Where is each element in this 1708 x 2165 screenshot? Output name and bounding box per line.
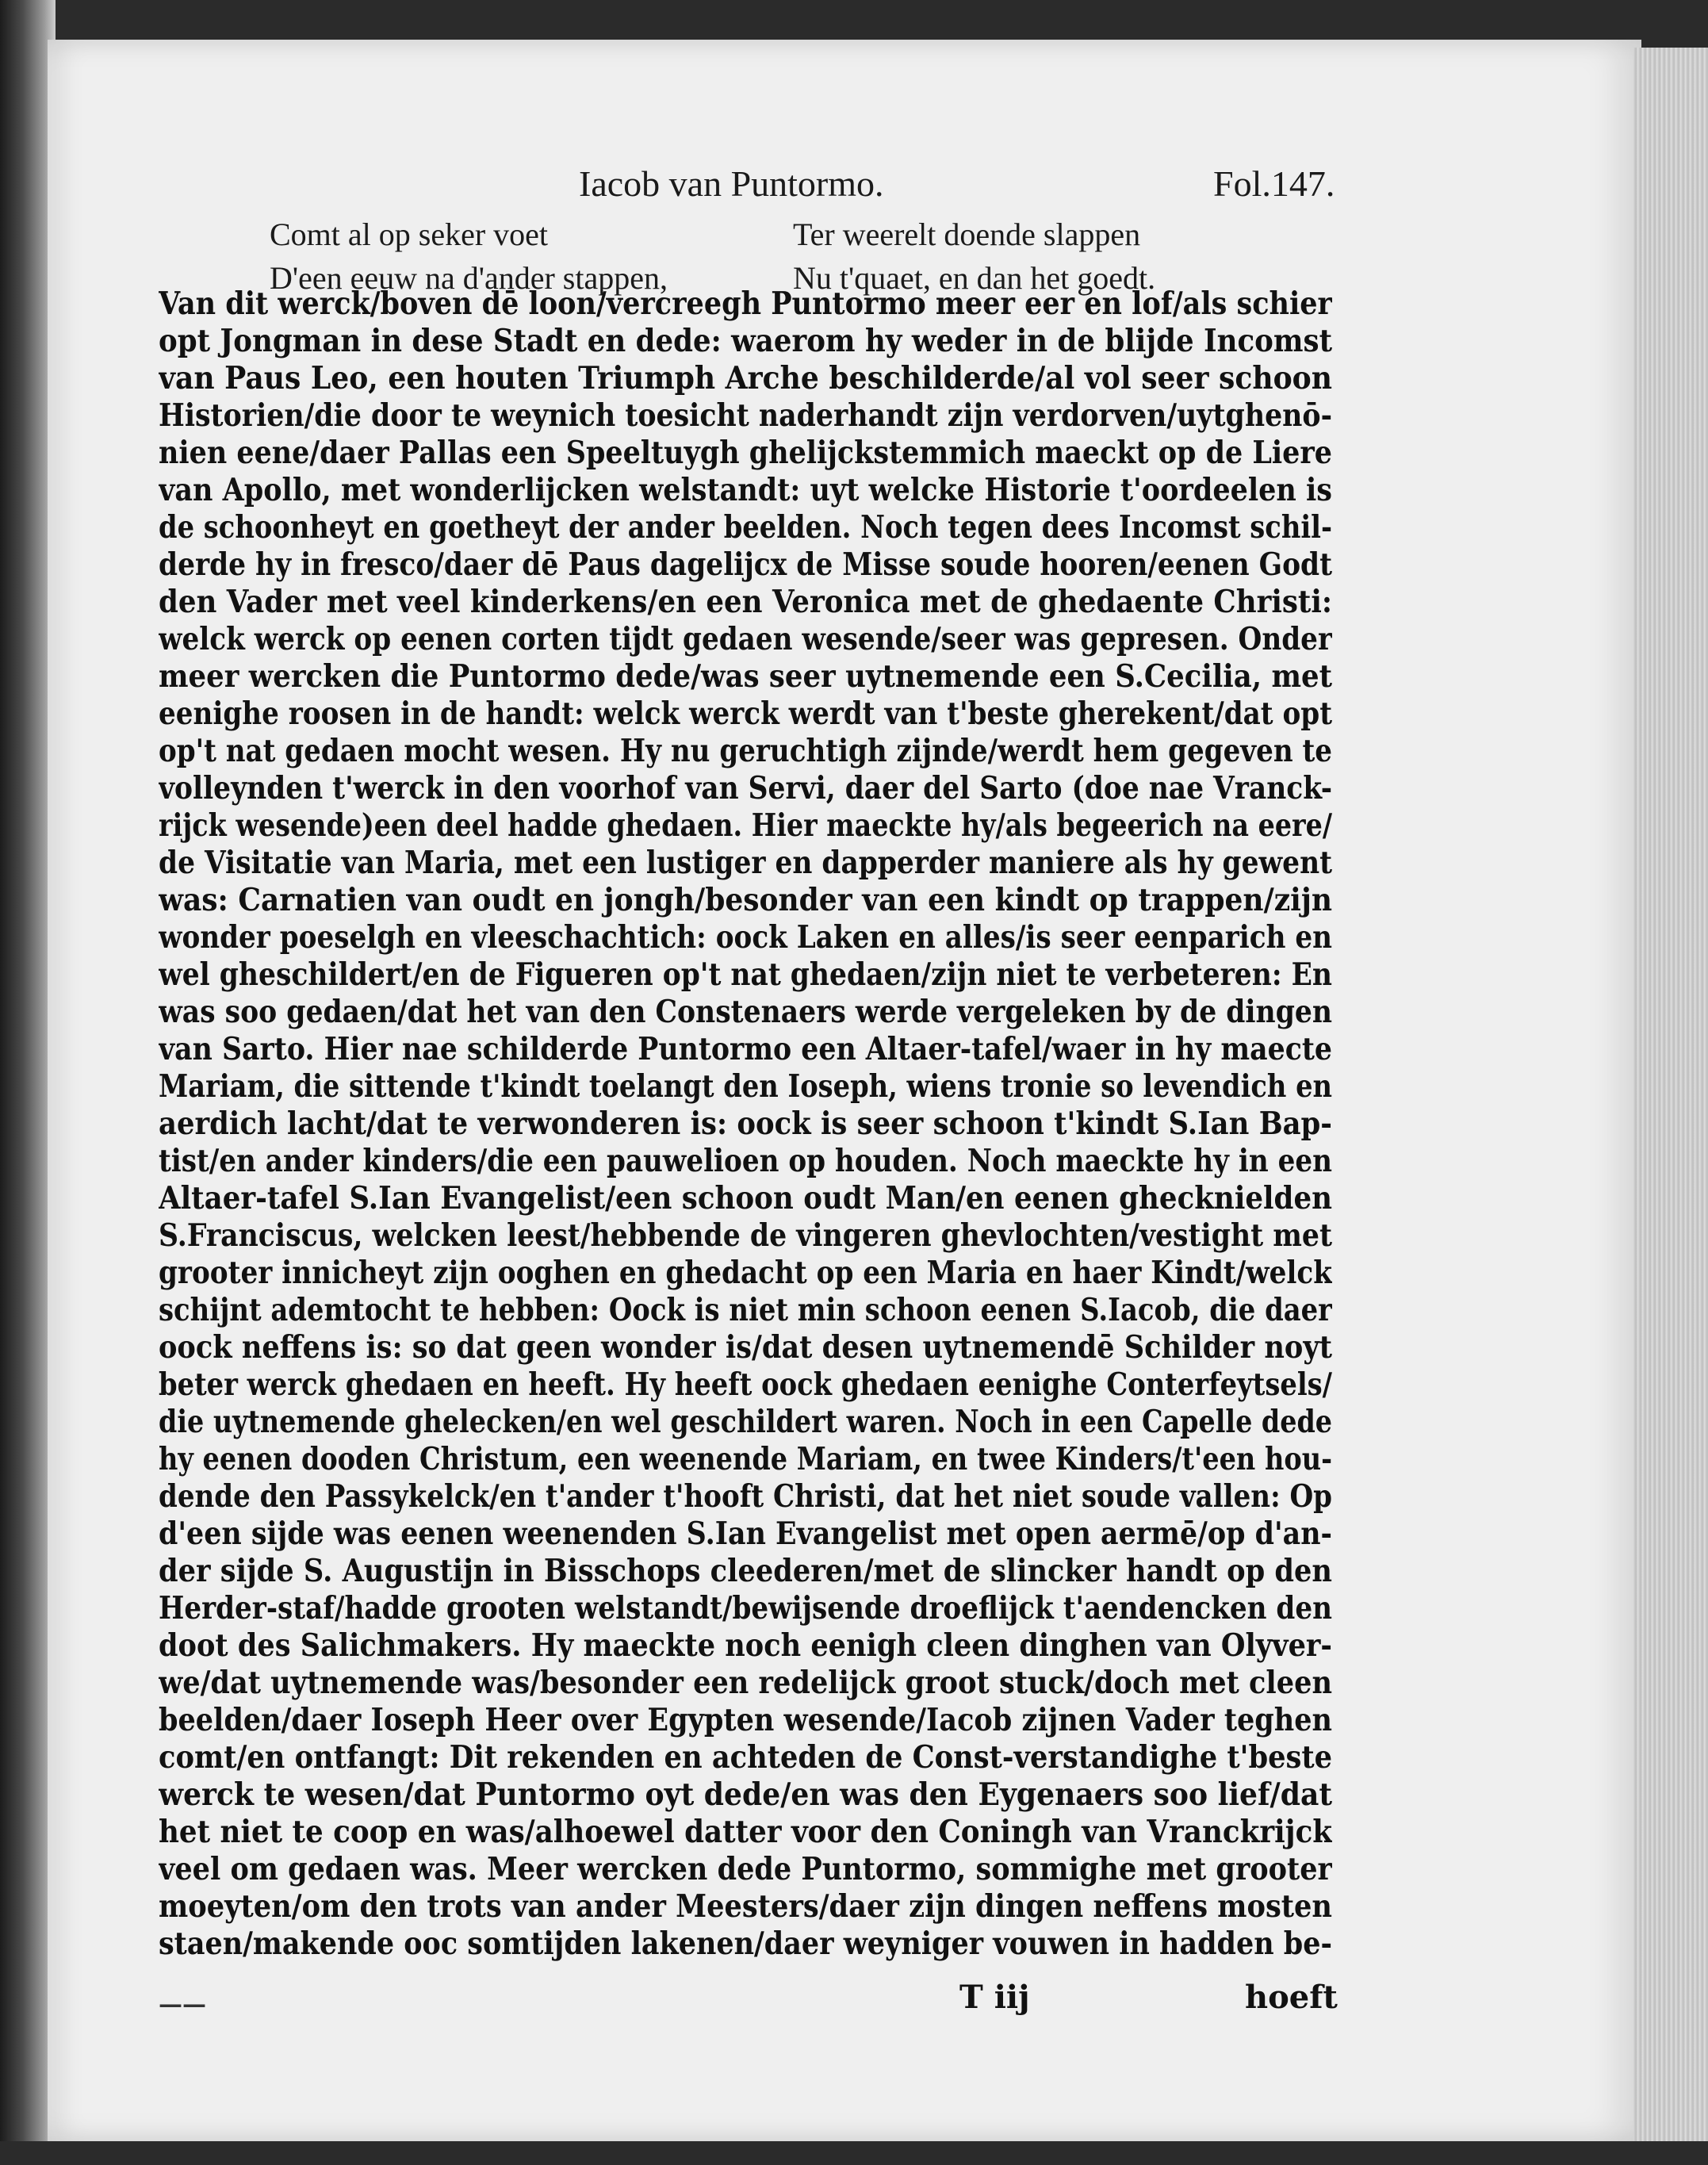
text-line-content: moeyten/om den trots van ander Meesters/daer zijn dingen neffens mosten [159, 1888, 1332, 1925]
verse-line: Comt al op seker voet [270, 216, 549, 252]
text-line-content: Historien/die door te weynich toesicht naderhandt zijn verdorven/uytghenō- [159, 397, 1332, 434]
folio-number: Fol.147. [1213, 163, 1335, 204]
text-line [159, 1404, 1332, 1441]
text-line [159, 1478, 1332, 1516]
text-line [159, 1217, 1332, 1255]
text-line-content: was: Carnatien van oudt en jongh/besonder van een kindt op trappen/zijn [159, 882, 1332, 918]
background-bottom [0, 2141, 1708, 2165]
text-line-content: nien eene/daer Pallas een Speeltuygh ghelijckstemmich maeckt op de Liere [159, 435, 1332, 471]
text-line-content: tist/en ander kinders/die een pauwelioen op houden. Noch maeckte hy in een [159, 1143, 1332, 1179]
text-line [159, 584, 1332, 621]
text-line-content: den Vader met veel kinderkens/en een Veronica met de ghedaente Christi: [159, 584, 1332, 620]
running-title: Iacob van Puntormo. [579, 163, 884, 204]
text-line [159, 435, 1332, 472]
text-line-content: S.Franciscus, welcken leest/hebbende de vingeren ghevlochten/vestight met [159, 1217, 1332, 1254]
text-line [159, 1851, 1332, 1888]
text-line [159, 1590, 1332, 1627]
text-line [159, 621, 1332, 658]
text-line-content: volleynden t'werck in den voorhof van Servi, daer del Sarto (doe nae Vranck- [159, 770, 1332, 807]
text-line-content: beter werck ghedaen en heeft. Hy heeft oock ghedaen eenighe Conterfeytsels/ [159, 1366, 1332, 1403]
page-footer [159, 1979, 1338, 2018]
text-line [159, 770, 1332, 807]
text-line-content: oock neffens is: so dat geen wonder is/dat desen uytnemendē Schilder noyt [159, 1329, 1332, 1366]
text-line [159, 1926, 1332, 1963]
text-line [159, 658, 1332, 695]
text-line-content: Mariam, die sittende t'kindt toelangt den Ioseph, wiens tronie so levendich en [159, 1068, 1332, 1105]
text-line-content: van Paus Leo, een houten Triumph Arche beschilderde/al vol seer schoon [159, 360, 1332, 397]
text-line [159, 994, 1332, 1031]
text-line [159, 472, 1332, 509]
running-header [159, 163, 1335, 210]
text-line [159, 1366, 1332, 1404]
text-line [159, 882, 1332, 919]
text-line-content: van Sarto. Hier nae schilderde Puntormo een Altaer-tafel/waer in hy maecte [159, 1031, 1332, 1067]
text-line [159, 323, 1332, 360]
page-stack-edge [1633, 48, 1708, 2141]
printer-mark: —— [159, 1991, 206, 2018]
text-line [159, 1329, 1332, 1366]
text-line-content: Herder-staf/hadde grooten welstandt/bewijsende droeflijck t'aendencken den [159, 1590, 1332, 1627]
text-line-content: derde hy in fresco/daer dē Paus dagelijcx de Misse soude hooren/eenen Godt [159, 546, 1332, 583]
text-line [159, 1031, 1332, 1068]
catchword: hoeft [1245, 1979, 1338, 2016]
text-line-content: werck te wesen/dat Puntormo oyt dede/en was den Eygenaers soo lief/dat [159, 1776, 1332, 1813]
text-line-content: de schoonheyt en goetheyt der ander beelden. Noch tegen dees Incomst schil- [159, 509, 1332, 546]
text-line [159, 1516, 1332, 1553]
text-line [159, 397, 1332, 435]
text-line-content: welck werck op eenen corten tijdt gedaen wesende/seer was gepresen. Onder [159, 621, 1332, 657]
text-line [159, 1888, 1332, 1926]
text-line [159, 360, 1332, 397]
text-line-content: meer wercken die Puntormo dede/was seer uytnemende een S.Cecilia, met [159, 658, 1332, 695]
text-line-content: van Apollo, met wonderlijcken welstandt: uyt welcke Historie t'oordeelen is [159, 472, 1332, 508]
text-line-content: opt Jongman in dese Stadt en dede: waerom hy weder in de blijde Incomst [159, 323, 1332, 359]
text-line-content: beelden/daer Ioseph Heer over Egypten wesende/Iacob zijnen Vader teghen [159, 1702, 1332, 1738]
text-line [159, 1739, 1332, 1776]
text-line [159, 509, 1332, 546]
text-line-content: doot des Salichmakers. Hy maeckte noch eenigh cleen dinghen van Olyver- [159, 1627, 1332, 1664]
text-line [159, 1627, 1332, 1665]
text-line-content: Van dit werck/boven dē loon/vercreegh Puntormo meer eer en lof/als schier [159, 285, 1332, 322]
text-line [159, 1814, 1332, 1851]
text-line [159, 1776, 1332, 1814]
text-line-content: eenighe roosen in de handt: welck werck werdt van t'beste gherekent/dat opt [159, 695, 1332, 732]
text-line-content: grooter innicheyt zijn ooghen en ghedacht op een Maria en haer Kindt/welck [159, 1255, 1332, 1291]
text-line [159, 1105, 1332, 1143]
text-line-content: dende den Passykelck/en t'ander t'hooft Christi, dat het niet soude vallen: Op [159, 1478, 1332, 1515]
text-line [159, 1553, 1332, 1590]
signature-mark: T iij [959, 1979, 1030, 2016]
text-line [159, 845, 1332, 882]
text-line-content: op't nat gedaen mocht wesen. Hy nu geruchtigh zijnde/werdt hem gegeven te [159, 733, 1332, 769]
verse-line: Nu t'quaet, en dan het goedt. [793, 260, 1156, 296]
text-line-content: hy eenen dooden Christum, een weenende Mariam, en twee Kinders/t'een hou- [159, 1441, 1332, 1477]
text-line-content: veel om gedaen was. Meer wercken dede Puntormo, sommighe met grooter [159, 1851, 1332, 1887]
text-line-content: der sijde S. Augustijn in Bisschops cleederen/met de slincker handt op den [159, 1553, 1332, 1589]
text-line-content: de Visitatie van Maria, met een lustiger en dapperder maniere als hy gewent [159, 845, 1332, 881]
text-line-content: het niet te coop en was/alhoewel datter voor den Coningh van Vranckrijck [159, 1814, 1332, 1850]
text-line [159, 807, 1332, 845]
text-line [159, 733, 1332, 770]
text-line-content: schijnt ademtocht te hebben: Oock is niet min schoon eenen S.Iacob, die daer [159, 1292, 1332, 1328]
text-line-content: Altaer-tafel S.Ian Evangelist/een schoon oudt Man/en eenen ghecknielden [159, 1180, 1332, 1217]
text-line [159, 956, 1332, 994]
text-line-content: wel gheschildert/en de Figueren op't nat ghedaen/zijn niet te verbeteren: En [159, 956, 1332, 993]
text-line-content: die uytnemende ghelecken/en wel geschildert waren. Noch in een Capelle dede [159, 1404, 1332, 1440]
verse-line: D'een eeuw na d'ander stappen, [270, 260, 668, 296]
text-line-content: comt/en ontfangt: Dit rekenden en achteden de Const-verstandighe t'beste [159, 1739, 1332, 1776]
text-line-content: aerdich lacht/dat te verwonderen is: oock is seer schoon t'kindt S.Ian Bap- [159, 1105, 1332, 1142]
text-line [159, 1702, 1332, 1739]
text-line-content: wonder poeselgh en vleeschachtich: oock Laken en alles/is seer eenparich en [159, 919, 1332, 956]
text-line-content: d'een sijde was eenen weenenden S.Ian Evangelist met open aermē/op d'an- [159, 1516, 1332, 1552]
text-line-content: rijck wesende)een deel hadde ghedaen. Hier maeckte hy/als begeerich na eere/ [159, 807, 1332, 844]
verse-line: Ter weerelt doende slappen [793, 216, 1141, 252]
text-line-content: we/dat uytnemende was/besonder een redelijck groot stuck/doch met cleen [159, 1665, 1332, 1701]
text-line [159, 1143, 1332, 1180]
text-line [159, 919, 1332, 956]
text-line [159, 1665, 1332, 1702]
text-line-content: was soo gedaen/dat het van den Constenaers werde vergeleken by de dingen [159, 994, 1332, 1030]
text-line [159, 546, 1332, 584]
text-line [159, 1441, 1332, 1478]
verse-row [270, 213, 1221, 256]
text-line-content: staen/makende ooc somtijden lakenen/daer weyniger vouwen in hadden be- [159, 1926, 1332, 1962]
text-line [159, 285, 1332, 323]
bleed-through-text [1348, 301, 1586, 563]
text-line [159, 1180, 1332, 1217]
text-line [159, 1068, 1332, 1105]
text-line [159, 695, 1332, 733]
body-text [159, 285, 1332, 1963]
text-line [159, 1292, 1332, 1329]
text-line [159, 1255, 1332, 1292]
